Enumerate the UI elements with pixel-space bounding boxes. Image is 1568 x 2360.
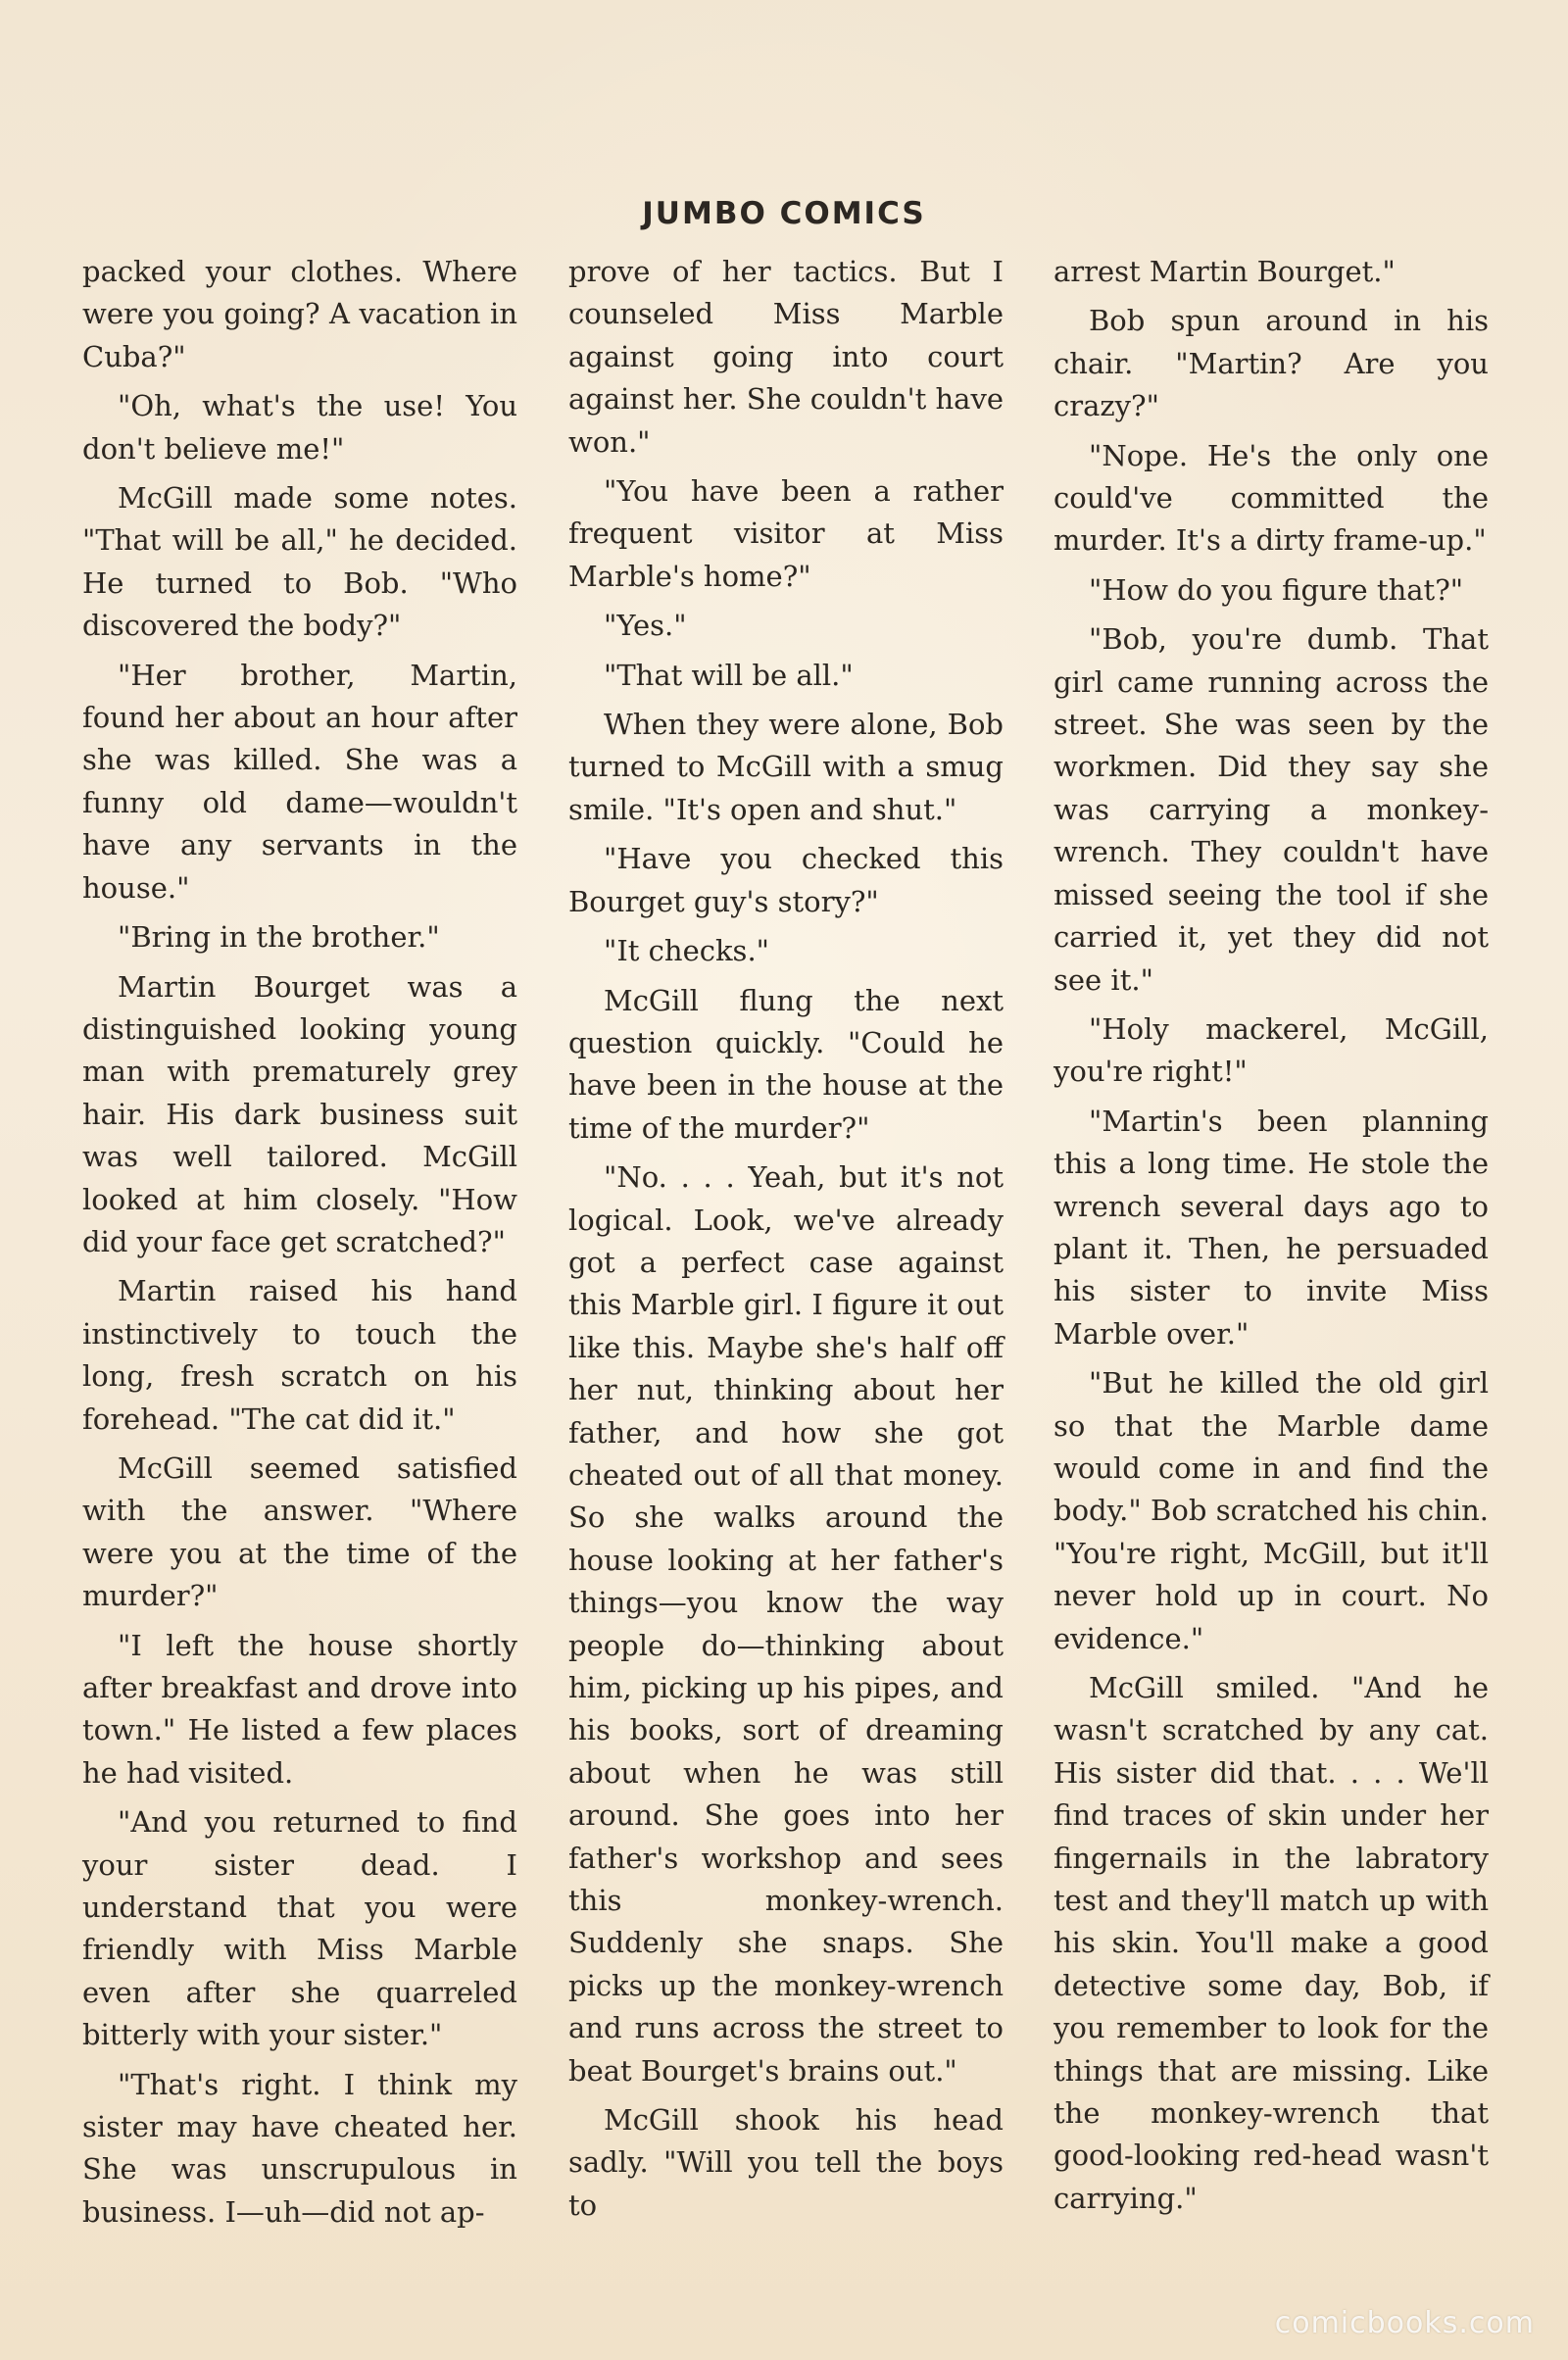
page-header: JUMBO COMICS <box>642 196 926 231</box>
paragraph: packed your clothes. Where were you going? A vacation in Cuba?" <box>82 255 517 373</box>
paragraph: "How do you figure that?" <box>1089 572 1464 607</box>
paragraph: McGill smiled. "And he wasn't scratched by any cat. His sister did that. . . . We'll find traces of skin under her fingernails in the labratory test and they'll match up with his skin. You'll make a good detective some day, Bob, if you remember to look for the things that are missing. Like the monkey-wrench that good-looking red-head wasn't carrying." <box>1054 1671 1489 2215</box>
paragraph: McGill made some notes. "That will be all," he decided. He turned to Bob. "Who discovered the body?" <box>82 481 517 643</box>
paragraph: prove of her tactics. But I counseled Miss Marble against going into court against her. She couldn't have won." <box>568 255 1004 459</box>
paragraph: Bob spun around in his chair. "Martin? Are you crazy?" <box>1054 304 1489 423</box>
text-column-3 <box>1054 251 1489 2227</box>
paragraph: "I left the house shortly after breakfast and drove into town." He listed a few places he had visited. <box>82 1628 517 1790</box>
paragraph: arrest Martin Bourget." <box>1054 255 1396 288</box>
paragraph: "Have you checked this Bourget guy's story?" <box>568 842 1004 918</box>
paragraph: "And you returned to find your sister dead. I understand that you were friendly with Miss Marble even after she quarreled bitterly with your sister." <box>82 1805 517 2052</box>
paragraph: "Her brother, Martin, found her about an hour after she was killed. She was a funny old dame—wouldn't have any servants in the house." <box>82 658 517 905</box>
paragraph: "It checks." <box>604 934 770 968</box>
paragraph: "Martin's been planning this a long time. He stole the wrench several days ago to plant it. Then, he persuaded his sister to invite Miss Marble over." <box>1054 1104 1489 1351</box>
paragraph: McGill flung the next question quickly. "Could he have been in the house at the time of the murder?" <box>568 983 1004 1145</box>
paragraph: "Nope. He's the only one could've committed the murder. It's a dirty frame-up." <box>1054 438 1489 558</box>
paragraph: "That will be all." <box>604 658 854 692</box>
paragraph: Martin raised his hand instinctively to touch the long, fresh scratch on his forehead. "The cat did it." <box>82 1274 517 1436</box>
paragraph: "But he killed the old girl so that the Marble dame would come in and find the body." Bob scratched his chin. "You're right, McGill, but it'll never hold up in court. No evidence." <box>1054 1366 1489 1655</box>
text-column-2 <box>568 251 1004 2234</box>
paragraph: "Bring in the brother." <box>118 920 440 955</box>
text-column-1 <box>82 251 517 2240</box>
paragraph: McGill seemed satisfied with the answer. "Where were you at the time of the murder?" <box>82 1450 517 1613</box>
paragraph: "Oh, what's the use! You don't believe me!" <box>82 389 517 466</box>
paragraph: "You have been a rather frequent visitor at Miss Marble's home?" <box>568 474 1004 593</box>
paragraph: "Bob, you're dumb. That girl came running across the street. She was seen by the workmen. Did they say she was carrying a monkey-wrench. They couldn't have missed seeing the tool if she carried it, yet they did not see it." <box>1054 622 1489 997</box>
paragraph: McGill shook his head sadly. "Will you tell the boys to <box>568 2103 1004 2222</box>
paragraph: "No. . . . Yeah, but it's not logical. Look, we've already got a perfect case against this Marble girl. I figure it out like this. Maybe she's half off her nut, thinking about her father, and how she got cheated out of all that money. So she walks around the house looking at her father's things—you know the way people do—thinking about him, picking up his pipes, and his books, sort of dreaming about when he was still around. She goes into her father's workshop and sees this monkey-wrench. Suddenly she snaps. She picks up the monkey-wrench and runs across the street to beat Bourget's brains out." <box>568 1160 1004 2088</box>
paragraph: When they were alone, Bob turned to McGill with a smug smile. "It's open and shut." <box>568 708 1004 826</box>
site-watermark: comicbooks.com <box>1274 2306 1535 2340</box>
paragraph: "Holy mackerel, McGill, you're right!" <box>1054 1011 1489 1089</box>
paragraph: "That's right. I think my sister may have cheated her. She was unscrupulous in business. I—uh—did not ap- <box>82 2067 517 2229</box>
paragraph: Martin Bourget was a distinguished looking young man with prematurely grey hair. His dark business suit was well tailored. McGill looked at him closely. "How did your face get scratched?" <box>82 969 517 1258</box>
paragraph: "Yes." <box>604 609 687 643</box>
